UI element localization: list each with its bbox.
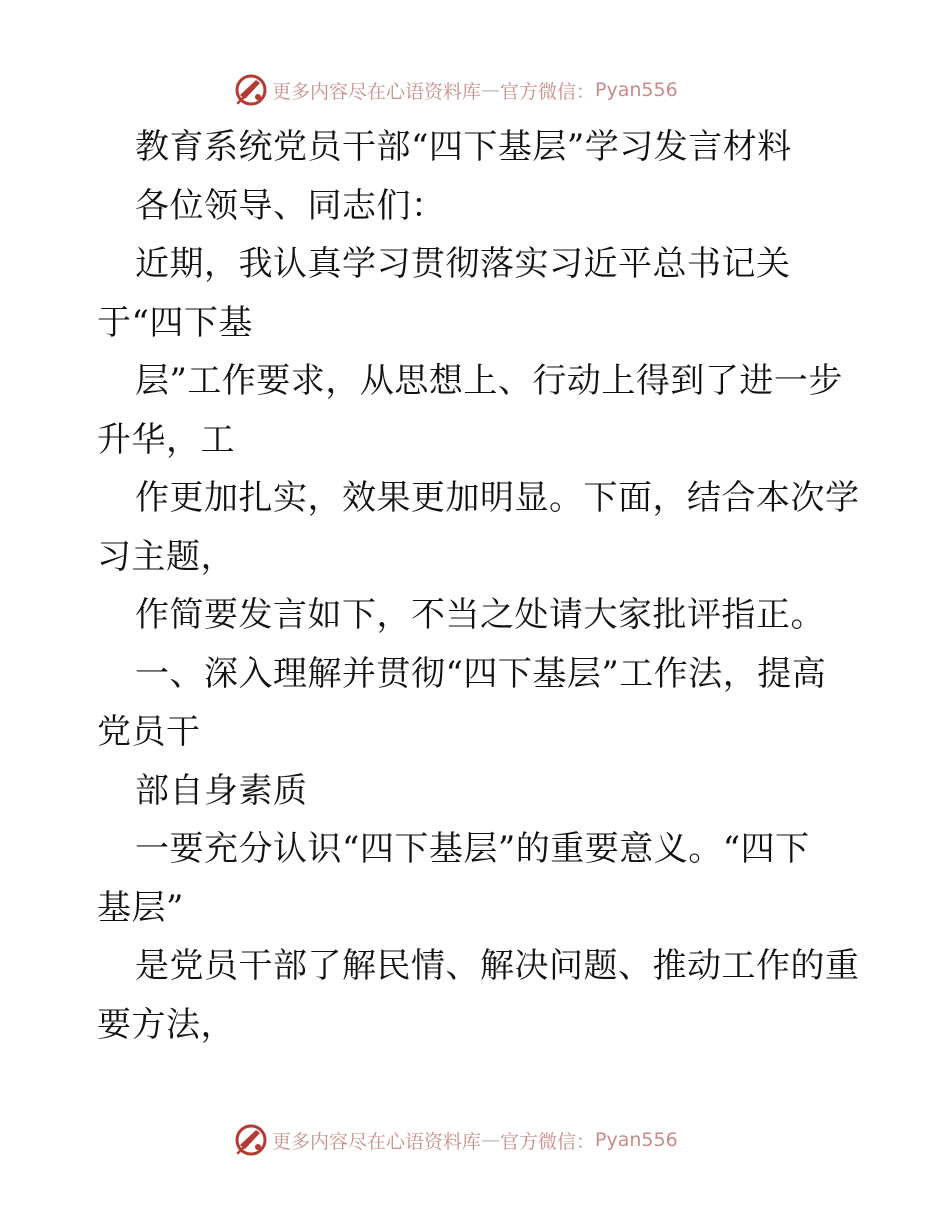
document-body — [97, 118, 860, 1054]
body-text-line: 一要充分认识“四下基层”的重要意义。“四下 — [135, 829, 810, 869]
body-text-line: 部自身素质 — [135, 770, 308, 811]
pen-logo-icon — [234, 73, 268, 107]
document-title: 教育系统党员干部“四下基层”学习发言材料 — [135, 127, 792, 167]
watermark-separator: — — [481, 1129, 501, 1151]
watermark-id: Pyan556 — [595, 79, 678, 101]
watermark-text: 更多内容尽在心语资料库 — [272, 80, 482, 103]
body-text-line: 一、深入理解并贯彻“四下基层”工作法，提高 — [135, 653, 827, 694]
watermark-contact: 官方微信： — [500, 1130, 596, 1153]
pen-logo-icon — [234, 1123, 268, 1157]
body-text-line: 于“四下基 — [97, 302, 253, 343]
body-text-line: 近期，我认真学习贯彻落实习近平总书记关 — [135, 244, 791, 284]
footer-watermark — [234, 1123, 678, 1157]
header-watermark — [234, 73, 678, 107]
body-text-line: 各位领导、同志们： — [135, 185, 446, 226]
watermark-contact: 官方微信： — [500, 80, 596, 103]
body-text-line: 层”工作要求，从思想上、行动上得到了进一步 — [135, 361, 843, 401]
watermark-separator: — — [481, 79, 501, 101]
body-text-line: 习主题， — [97, 536, 235, 577]
body-text-line: 升华，工 — [97, 419, 235, 460]
body-text-line: 要方法， — [97, 1004, 235, 1045]
body-text-line: 是党员干部了解民情、解决问题、推动工作的重 — [135, 946, 860, 986]
watermark-id: Pyan556 — [595, 1129, 678, 1151]
body-text-line: 作简要发言如下，不当之处请大家批评指正。 — [135, 595, 825, 635]
watermark-text: 更多内容尽在心语资料库 — [272, 1130, 482, 1153]
body-text-line: 作更加扎实，效果更加明显。下面，结合本次学 — [135, 478, 860, 518]
body-text-line: 党员干 — [97, 712, 201, 752]
body-text-line: 基层” — [97, 887, 184, 928]
